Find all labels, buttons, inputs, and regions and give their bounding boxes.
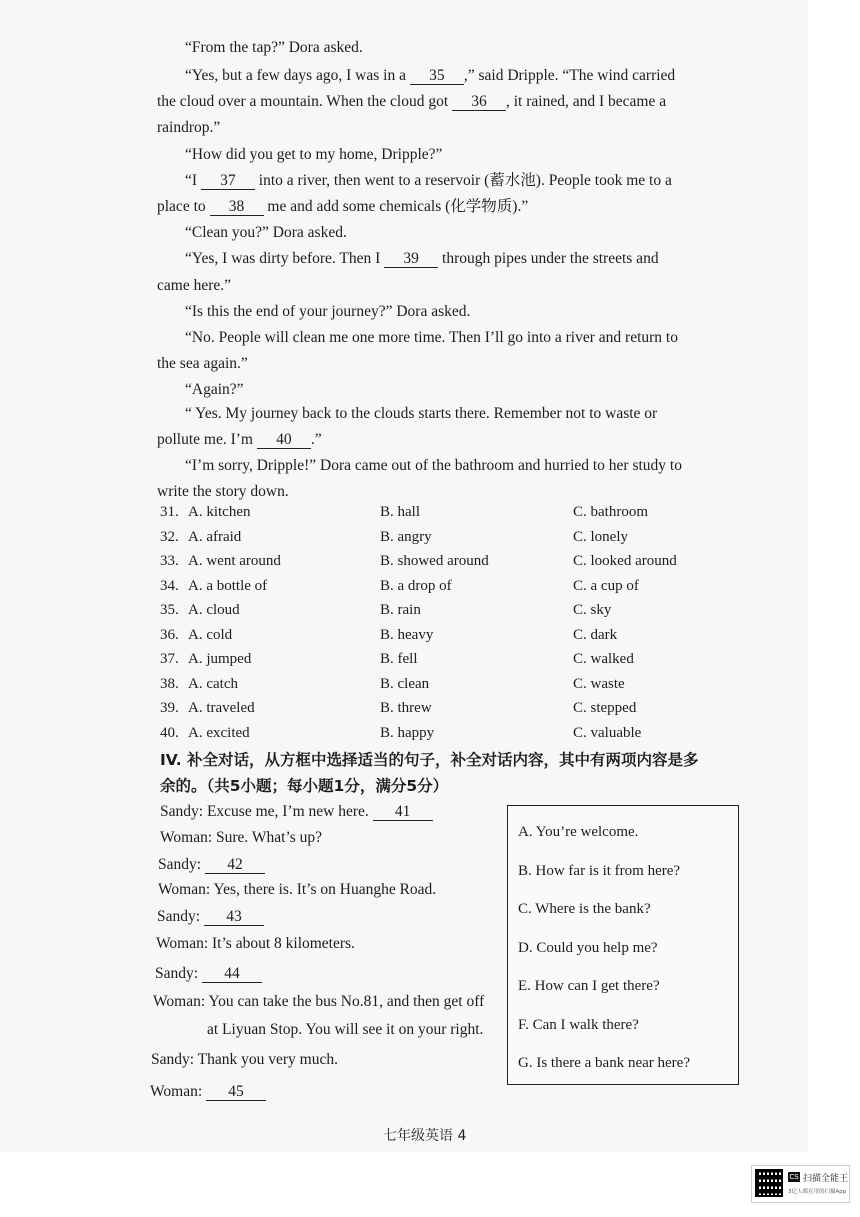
- option-a: A. catch: [188, 675, 238, 692]
- option-number: 38.: [160, 675, 179, 692]
- option-number: 32.: [160, 528, 179, 545]
- story-text: place to: [157, 198, 210, 215]
- story-line: [185, 456, 682, 476]
- dialog-text: at Liyuan Stop. You will see it on your right.: [207, 1021, 484, 1038]
- dialog-line: [156, 934, 355, 954]
- story-line: [185, 66, 675, 86]
- story-line: [157, 197, 528, 217]
- story-text: “ Yes. My journey back to the clouds starts there. Remember not to waste or: [185, 405, 658, 422]
- story-line: [185, 171, 672, 191]
- option-a: A. excited: [188, 724, 250, 741]
- option-b: B. happy: [380, 724, 435, 741]
- story-text: came here.”: [157, 277, 231, 294]
- story-text: “Is this the end of your journey?” Dora asked.: [185, 303, 471, 320]
- option-c: C. valuable: [573, 724, 642, 741]
- story-text: pollute me. I’m: [157, 431, 257, 448]
- dialog-text: Yes, there is. It’s on Huanghe Road.: [213, 881, 437, 898]
- answer-blank: 45: [206, 1084, 266, 1101]
- option-c: C. a cup of: [573, 577, 639, 594]
- choice-box: [507, 805, 739, 1085]
- story-line: [185, 404, 657, 424]
- answer-blank: 37: [201, 173, 255, 190]
- speaker: Woman:: [153, 993, 206, 1010]
- option-a: A. cold: [188, 626, 233, 643]
- option-a: A. jumped: [188, 651, 252, 667]
- dialog-line: [155, 964, 262, 984]
- answer-blank: 39: [384, 251, 438, 268]
- section-iv-title: IV. 补全对话，从方框中选择适当的句子，补全对话内容，其中有两项内容是多: [160, 751, 699, 769]
- story-line: [157, 92, 666, 112]
- story-line: [157, 482, 289, 502]
- option-b: B. angry: [380, 528, 432, 545]
- story-text: raindrop.”: [157, 119, 221, 136]
- story-text: write the story down.: [157, 483, 289, 500]
- option-a: A. traveled: [188, 700, 255, 716]
- option-b: B. heavy: [380, 626, 434, 643]
- option-number: 40.: [160, 724, 179, 741]
- dialog-line: [150, 1082, 266, 1102]
- story-line: [157, 118, 220, 138]
- option-b: B. a drop of: [380, 577, 452, 594]
- speaker: Woman:: [156, 935, 209, 952]
- option-a: A. kitchen: [188, 504, 251, 520]
- answer-blank: 43: [204, 909, 264, 926]
- story-text: into a river, then went to a reservoir (蓄水池). People took me to a: [254, 172, 672, 189]
- story-text: me and add some chemicals (化学物质).”: [263, 198, 529, 215]
- answer-blank: 38: [210, 199, 264, 216]
- option-b: B. rain: [380, 602, 421, 618]
- dialog-line: [158, 880, 436, 900]
- story-text: “Clean you?” Dora asked.: [185, 224, 347, 241]
- option-number: 34.: [160, 577, 179, 594]
- section-iv-subtitle: 余的。（共5小题；每小题1分，满分5分）: [160, 777, 449, 795]
- choice-item: A. You’re welcome.: [518, 824, 639, 840]
- option-b: B. threw: [380, 700, 432, 716]
- choice-item: G. Is there a bank near here?: [518, 1055, 690, 1071]
- story-text: “Yes, I was dirty before. Then I: [185, 250, 385, 267]
- story-line: [185, 302, 470, 322]
- option-a: A. a bottle of: [188, 577, 268, 594]
- dialog-line: [153, 992, 484, 1012]
- story-text: , it rained, and I became a: [506, 93, 667, 110]
- dialog-line: [207, 1020, 483, 1040]
- speaker: Sandy:: [157, 908, 201, 925]
- story-line: [185, 380, 244, 400]
- story-text: “I’m sorry, Dripple!” Dora came out of the bathroom and hurried to her study to: [185, 457, 682, 474]
- option-a: A. cloud: [188, 602, 240, 618]
- option-number: 33.: [160, 553, 179, 569]
- story-line: [185, 145, 442, 165]
- story-line: [157, 430, 322, 450]
- scanner-logo: CS: [789, 1173, 799, 1181]
- answer-blank: 44: [202, 966, 262, 983]
- dialog-text: It’s about 8 kilometers.: [212, 935, 355, 952]
- option-number: 37.: [160, 651, 179, 667]
- dialog-line: [160, 828, 322, 848]
- scanner-watermark: [751, 1165, 850, 1203]
- dialog-text: Thank you very much.: [197, 1051, 338, 1068]
- answer-blank: 35: [410, 68, 464, 85]
- option-b: B. hall: [380, 504, 420, 520]
- story-line: [157, 276, 231, 296]
- story-text: “Yes, but a few days ago, I was in a: [185, 67, 410, 84]
- option-c: C. waste: [573, 675, 625, 692]
- option-number: 39.: [160, 700, 179, 716]
- option-b: B. showed around: [380, 553, 489, 569]
- option-c: C. walked: [573, 651, 634, 667]
- choice-item: D. Could you help me?: [518, 939, 658, 956]
- option-a: A. went around: [188, 553, 281, 569]
- option-c: C. bathroom: [573, 504, 648, 520]
- story-text: “From the tap?” Dora asked.: [185, 39, 363, 56]
- story-text: “I: [185, 172, 201, 189]
- option-c: C. looked around: [573, 553, 677, 569]
- option-c: C. sky: [573, 602, 612, 618]
- option-a: A. afraid: [188, 528, 242, 545]
- story-line: [185, 38, 363, 58]
- answer-blank: 36: [452, 94, 506, 111]
- story-text: “No. People will clean me one more time. Then I’ll go into a river and return to: [185, 329, 678, 346]
- story-line: [185, 249, 659, 269]
- story-text: the cloud over a mountain. When the cloud got: [157, 93, 452, 110]
- story-text: the sea again.”: [157, 355, 248, 372]
- choice-item: F. Can I walk there?: [518, 1016, 639, 1033]
- dialog-text: Sure. What’s up?: [216, 829, 323, 846]
- choice-item: B. How far is it from here?: [518, 862, 681, 879]
- speaker: Sandy:: [151, 1051, 195, 1068]
- dialog-line: [160, 802, 433, 822]
- answer-blank: 41: [373, 804, 433, 821]
- option-number: 36.: [160, 626, 179, 643]
- dialog-text: Excuse me, I’m new here.: [206, 803, 369, 820]
- dialog-text: You can take the bus No.81, and then get off: [208, 993, 485, 1010]
- option-b: B. clean: [380, 675, 430, 692]
- story-text: through pipes under the streets and: [438, 250, 659, 267]
- scanner-name: 扫描全能王: [803, 1174, 849, 1184]
- option-c: C. stepped: [573, 700, 637, 716]
- page-footer: 七年级英语 4: [383, 1128, 467, 1144]
- speaker: Sandy:: [160, 803, 204, 820]
- answer-blank: 42: [205, 857, 265, 874]
- dialog-line: [157, 907, 264, 927]
- option-number: 35.: [160, 602, 179, 618]
- story-line: [157, 354, 248, 374]
- story-text: .”: [310, 431, 322, 448]
- option-b: B. fell: [380, 651, 418, 667]
- choice-item: C. Where is the bank?: [518, 901, 651, 917]
- speaker: Woman:: [158, 881, 211, 898]
- story-text: “How did you get to my home, Dripple?”: [185, 146, 443, 163]
- speaker: Woman:: [160, 829, 213, 846]
- story-line: [185, 328, 678, 348]
- qr-code-icon: [755, 1169, 783, 1197]
- speaker: Woman:: [150, 1083, 203, 1100]
- option-number: 31.: [160, 504, 179, 520]
- answer-blank: 40: [257, 432, 311, 449]
- speaker: Sandy:: [155, 965, 199, 982]
- story-text: ,” said Dripple. “The wind carried: [463, 67, 676, 84]
- choice-item: E. How can I get there?: [518, 978, 660, 994]
- story-line: [185, 223, 347, 243]
- option-c: C. dark: [573, 626, 618, 643]
- dialog-line: [158, 855, 265, 875]
- option-c: C. lonely: [573, 528, 628, 545]
- dialog-line: [151, 1050, 338, 1070]
- story-text: “Again?”: [185, 381, 244, 398]
- scanner-tagline: 3亿人都在用的扫描App: [788, 1189, 847, 1195]
- speaker: Sandy:: [158, 856, 202, 873]
